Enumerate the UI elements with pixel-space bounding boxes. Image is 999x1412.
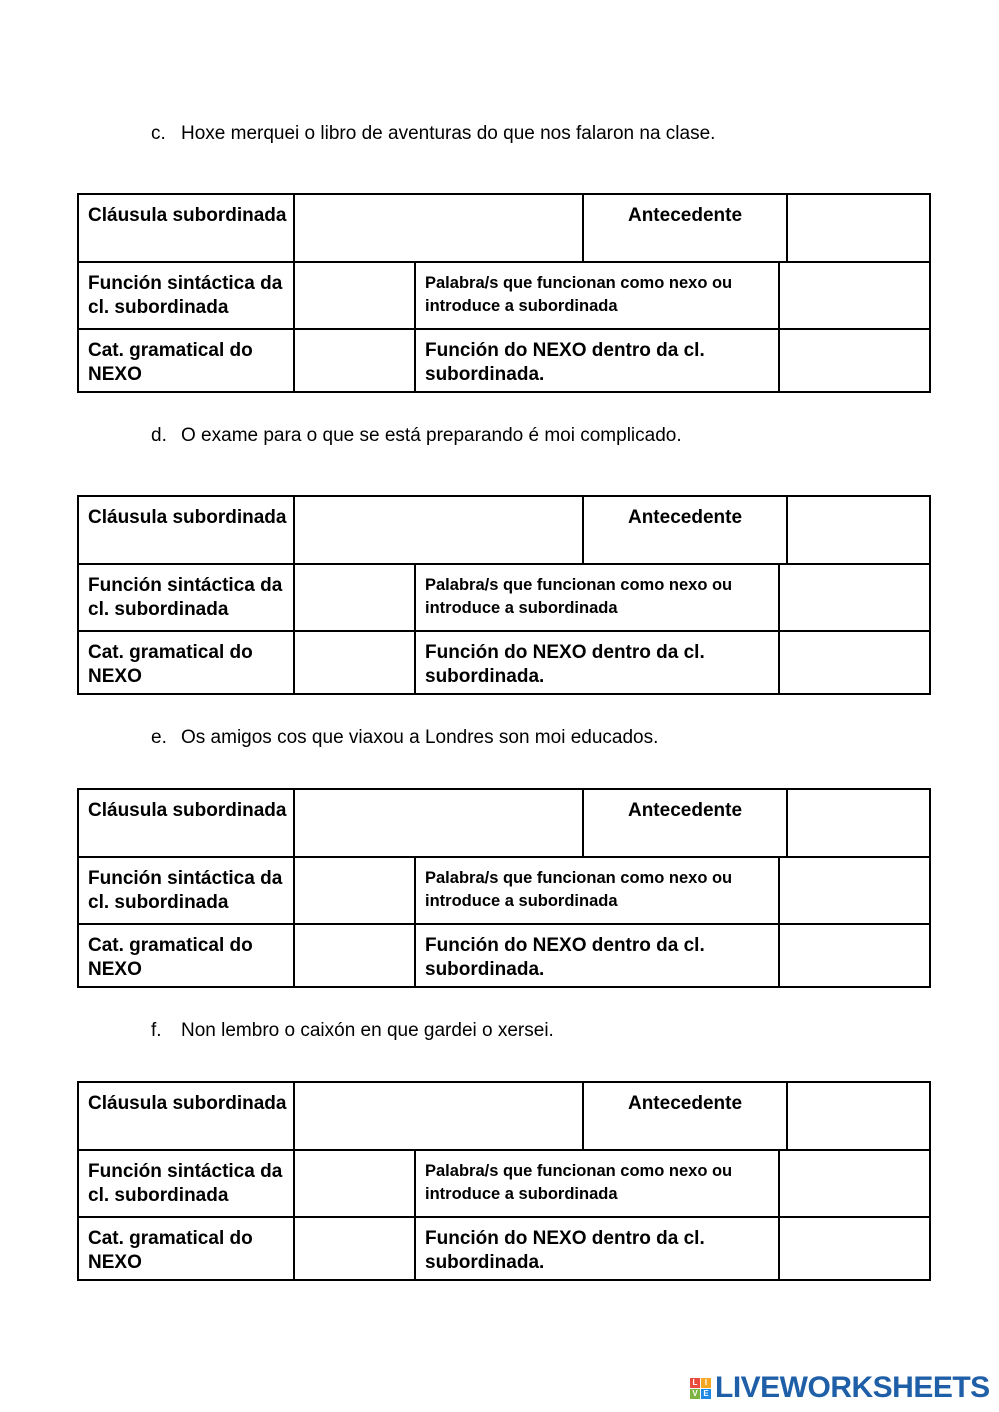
logo-tile: E: [701, 1389, 711, 1399]
sentence-text: Non lembro o caixón en que gardei o xersei.: [181, 1020, 554, 1041]
clause-answer-field[interactable]: [293, 195, 582, 261]
clause-label: Cláusula subordinada: [88, 205, 287, 226]
nexus-function-label: Función do NEXO dentro da cl. subordinada.: [414, 925, 778, 988]
item-marker: c.: [151, 123, 166, 144]
table-row: [79, 328, 929, 393]
nexus-words-answer-field[interactable]: [778, 858, 929, 924]
category-answer-field[interactable]: [293, 330, 414, 393]
function-answer-field[interactable]: [293, 858, 414, 924]
clause-label: Cláusula subordinada: [88, 507, 287, 528]
sentence-f: [151, 1020, 554, 1042]
antecedent-answer-field[interactable]: [786, 790, 929, 856]
antecedent-answer-field[interactable]: [786, 497, 929, 563]
category-label: Cat. gramatical do NEXO: [88, 340, 253, 385]
antecedent-label: Antecedente: [582, 1083, 786, 1149]
nexus-words-label: Palabra/s que funcionan como nexo ou introduce a subordinada: [414, 858, 778, 924]
clause-answer-field[interactable]: [293, 790, 582, 856]
table-row: [79, 856, 929, 924]
analysis-table-e: [77, 788, 931, 988]
liveworksheets-logo: [690, 1372, 990, 1404]
logo-tiles-icon: [690, 1378, 711, 1399]
antecedent-answer-field[interactable]: [786, 1083, 929, 1149]
table-row: [79, 1216, 929, 1281]
table-row: [79, 790, 929, 856]
nexus-words-answer-field[interactable]: [778, 565, 929, 631]
nexus-words-label: Palabra/s que funcionan como nexo ou introduce a subordinada: [414, 1151, 778, 1217]
analysis-table-d: [77, 495, 931, 695]
clause-label: Cláusula subordinada: [88, 800, 287, 821]
function-label: Función sintáctica da cl. subordinada: [88, 1161, 283, 1206]
table-row: [79, 563, 929, 631]
nexus-words-answer-field[interactable]: [778, 263, 929, 329]
nexus-function-answer-field[interactable]: [778, 632, 929, 695]
nexus-function-label: Función do NEXO dentro da cl. subordinada.: [414, 330, 778, 393]
antecedent-label: Antecedente: [582, 497, 786, 563]
antecedent-label: Antecedente: [582, 195, 786, 261]
category-label: Cat. gramatical do NEXO: [88, 935, 253, 980]
table-row: [79, 195, 929, 261]
item-marker: d.: [151, 425, 167, 446]
table-row: [79, 630, 929, 695]
nexus-words-label: Palabra/s que funcionan como nexo ou introduce a subordinada: [414, 565, 778, 631]
table-row: [79, 497, 929, 563]
category-answer-field[interactable]: [293, 632, 414, 695]
item-marker: f.: [151, 1020, 162, 1041]
category-answer-field[interactable]: [293, 925, 414, 988]
function-answer-field[interactable]: [293, 263, 414, 329]
nexus-words-label: Palabra/s que funcionan como nexo ou introduce a subordinada: [414, 263, 778, 329]
nexus-words-answer-field[interactable]: [778, 1151, 929, 1217]
sentence-text: Os amigos cos que viaxou a Londres son moi educados.: [181, 727, 659, 748]
category-label: Cat. gramatical do NEXO: [88, 642, 253, 687]
sentence-d: [151, 425, 682, 447]
sentence-c: [151, 123, 715, 145]
analysis-table-c: [77, 193, 931, 393]
clause-label: Cláusula subordinada: [88, 1093, 287, 1114]
analysis-table-f: [77, 1081, 931, 1281]
logo-tile: L: [690, 1378, 700, 1388]
sentence-text: Hoxe merquei o libro de aventuras do que nos falaron na clase.: [181, 123, 716, 144]
nexus-function-answer-field[interactable]: [778, 330, 929, 393]
nexus-function-label: Función do NEXO dentro da cl. subordinada.: [414, 632, 778, 695]
category-label: Cat. gramatical do NEXO: [88, 1228, 253, 1273]
nexus-function-answer-field[interactable]: [778, 1218, 929, 1281]
table-row: [79, 1083, 929, 1149]
table-row: [79, 1149, 929, 1217]
sentence-text: O exame para o que se está preparando é moi complicado.: [181, 425, 682, 446]
table-row: [79, 923, 929, 988]
sentence-e: [151, 727, 658, 749]
function-label: Función sintáctica da cl. subordinada: [88, 575, 283, 620]
table-row: [79, 261, 929, 329]
nexus-function-answer-field[interactable]: [778, 925, 929, 988]
function-answer-field[interactable]: [293, 565, 414, 631]
function-label: Función sintáctica da cl. subordinada: [88, 868, 283, 913]
antecedent-answer-field[interactable]: [786, 195, 929, 261]
logo-tile: V: [690, 1389, 700, 1399]
logo-text: LIVEWORKSHEETS: [715, 1371, 990, 1404]
antecedent-label: Antecedente: [582, 790, 786, 856]
item-marker: e.: [151, 727, 167, 748]
clause-answer-field[interactable]: [293, 497, 582, 563]
nexus-function-label: Función do NEXO dentro da cl. subordinada.: [414, 1218, 778, 1281]
function-label: Función sintáctica da cl. subordinada: [88, 273, 283, 318]
logo-tile: I: [701, 1378, 711, 1388]
clause-answer-field[interactable]: [293, 1083, 582, 1149]
category-answer-field[interactable]: [293, 1218, 414, 1281]
function-answer-field[interactable]: [293, 1151, 414, 1217]
